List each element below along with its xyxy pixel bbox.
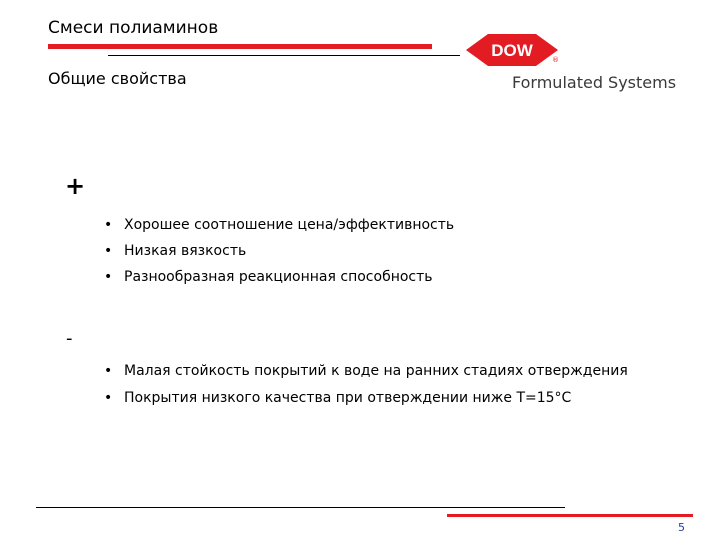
list-item [100, 389, 640, 407]
footer-accent-bar [447, 514, 693, 517]
slide-title: Смеси полиаминов [48, 18, 219, 38]
cons-list [100, 362, 640, 416]
title-accent-bar [48, 44, 432, 49]
dow-diamond-icon [462, 30, 562, 70]
pros-item-text: Хорошее соотношение цена/эффективность [124, 217, 455, 233]
bullet-icon: • [104, 363, 113, 379]
list-item [100, 264, 640, 290]
brand-tagline: Formulated Systems [512, 73, 677, 92]
logo-text: DOW [491, 41, 533, 60]
pros-list [100, 212, 640, 290]
bullet-icon: • [104, 390, 113, 406]
list-item [100, 238, 640, 264]
bullet-icon: • [104, 269, 113, 285]
pros-item-text: Низкая вязкость [124, 243, 247, 259]
bullet-icon: • [104, 243, 113, 259]
cons-item-text: Покрытия низкого качества при отверждении ниже T=15°C [124, 390, 572, 406]
list-item [100, 212, 640, 238]
bullet-icon: • [104, 217, 113, 233]
footer-divider [36, 507, 565, 508]
cons-sign: - [66, 328, 73, 349]
dow-logo [462, 30, 562, 70]
cons-item-text: Малая стойкость покрытий к воде на ранних стадиях отверждения [124, 363, 628, 379]
pros-item-text: Разнообразная реакционная способность [124, 269, 433, 285]
header-divider [108, 55, 460, 56]
pros-sign: + [65, 172, 86, 200]
list-item [100, 362, 640, 380]
page-number: 5 [678, 521, 685, 534]
slide-subtitle: Общие свойства [48, 69, 187, 88]
registered-mark: ® [552, 56, 559, 64]
